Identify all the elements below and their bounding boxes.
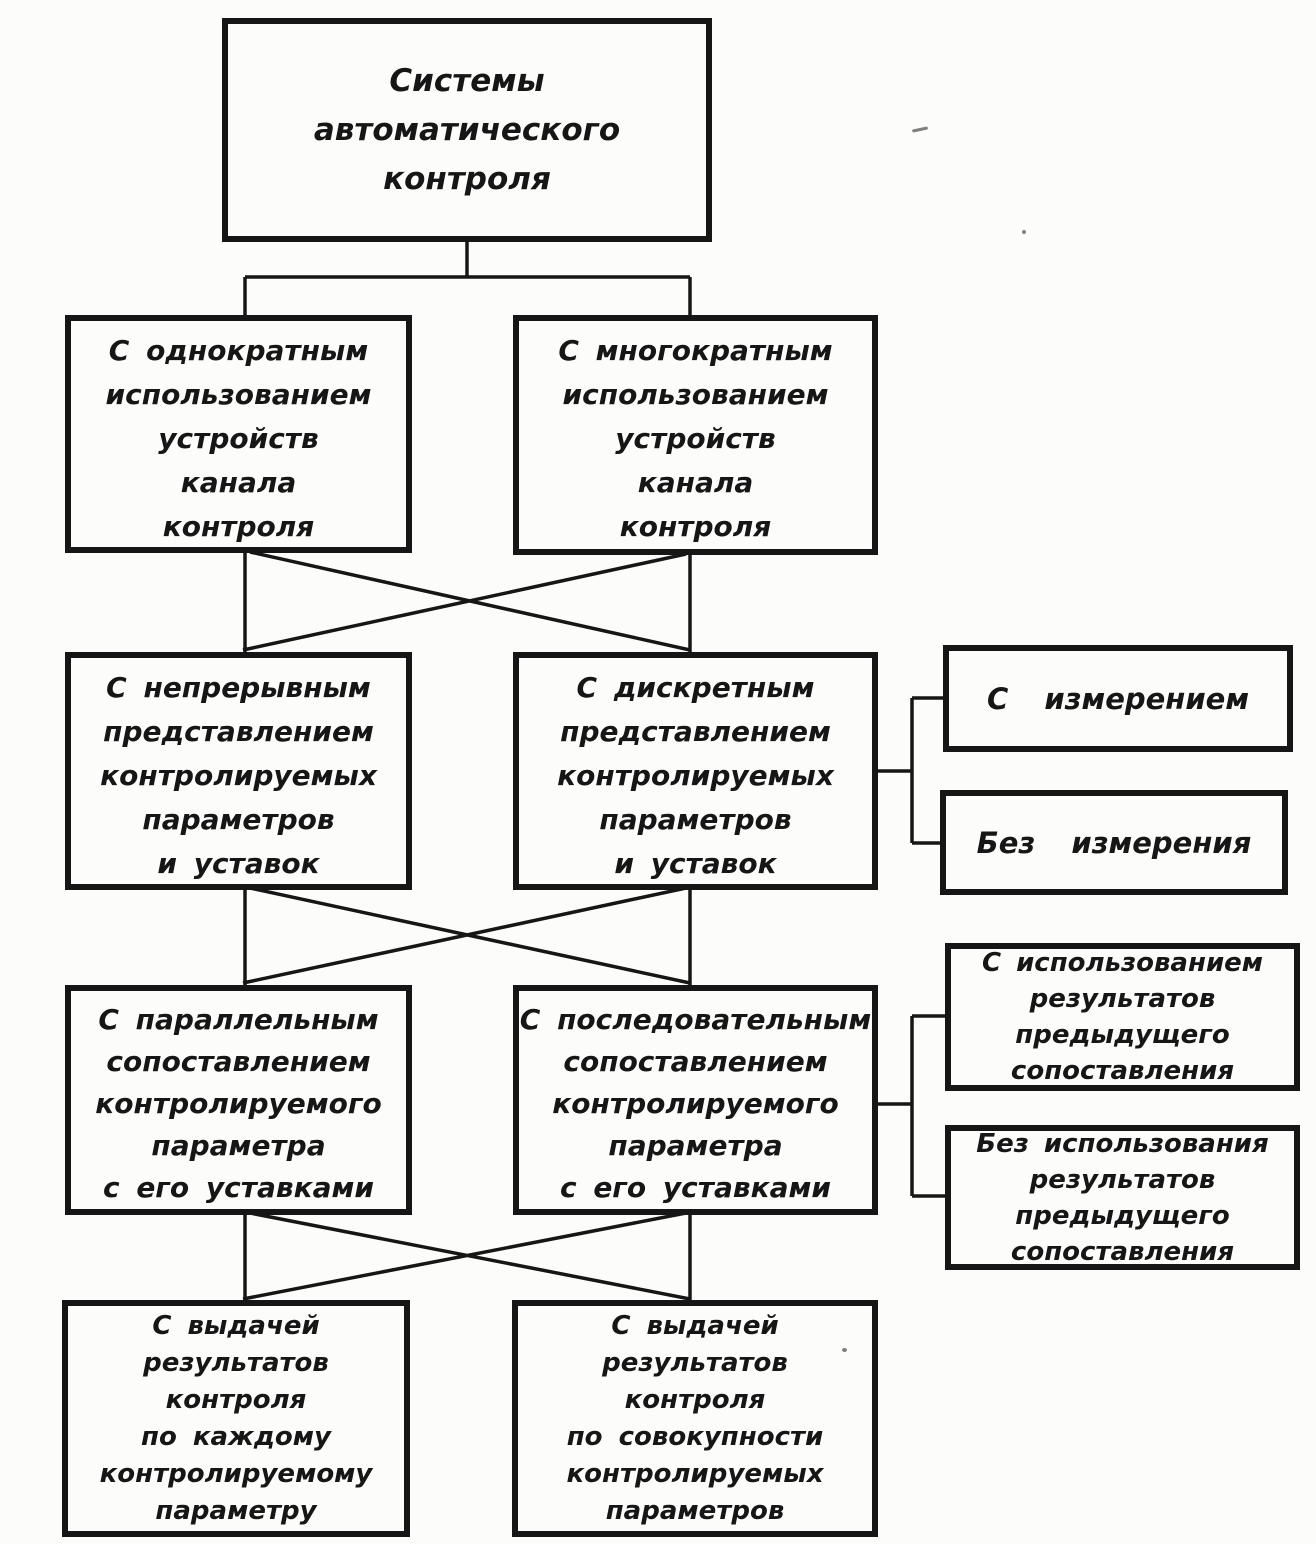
- continuous-presentation-box: [65, 652, 412, 890]
- box-text-line: сопоставлением: [106, 1045, 371, 1078]
- level3-level4-cross-connector: [243, 887, 690, 988]
- box-text-line: контроля: [624, 1384, 766, 1415]
- box-text-line: устройств: [158, 422, 319, 455]
- box-text-line: контроля: [165, 1384, 307, 1415]
- box-text-line: контроля: [619, 510, 772, 543]
- box-text-line: С непрерывным: [106, 671, 371, 704]
- box-text-line: параметру: [155, 1495, 317, 1526]
- box-text-line: использованием: [105, 378, 372, 411]
- measurement-bracket-connector: [876, 698, 945, 843]
- box-text-line: и уставок: [157, 847, 320, 880]
- box-text-line: контролируемых: [566, 1458, 824, 1489]
- box-text-line: и уставок: [614, 847, 777, 880]
- box-text-line: по совокупности: [566, 1421, 824, 1452]
- box-text-line: контроля: [162, 510, 315, 543]
- box-text-line: контролируемых: [557, 759, 834, 792]
- aggregate-output-box: [512, 1300, 878, 1537]
- root-branch-connector: [245, 242, 690, 318]
- box-text-line: сопоставления: [1010, 1236, 1235, 1267]
- scan-speck: [1022, 230, 1026, 234]
- box-text-line: использованием: [562, 378, 829, 411]
- box-text-line: С измерением: [986, 681, 1250, 716]
- box-text-line: по каждому: [140, 1421, 331, 1452]
- box-text-line: сопоставлением: [563, 1045, 828, 1078]
- box-text-line: С дискретным: [576, 671, 815, 704]
- box-text-line: Системы: [389, 62, 545, 99]
- box-text-line: параметра: [608, 1129, 783, 1162]
- box-text-line: С однократным: [108, 334, 369, 367]
- box-text-line: С параллельным: [98, 1003, 379, 1036]
- box-text-line: результатов: [602, 1347, 788, 1378]
- prev-results-bracket-connector: [876, 1016, 947, 1196]
- box-text-line: контролируемых: [100, 759, 377, 792]
- discrete-presentation-box: [513, 652, 878, 890]
- box-text-line: предыдущего: [1015, 1200, 1230, 1231]
- box-text-line: представлением: [103, 715, 374, 748]
- box-text-line: контролируемого: [95, 1087, 382, 1120]
- box-text-line: автоматического: [313, 111, 621, 148]
- box-text-line: С последовательным: [519, 1003, 872, 1036]
- box-text-line: результатов: [1029, 1164, 1216, 1195]
- sequential-comparison-box: [513, 985, 878, 1215]
- box-text-line: устройств: [615, 422, 776, 455]
- level2-level3-cross-connector: [243, 550, 690, 655]
- box-text-line: канала: [180, 466, 297, 499]
- box-text-line: Без использования: [976, 1128, 1269, 1159]
- box-text-line: параметров: [142, 803, 335, 836]
- box-text-line: контролируемому: [99, 1458, 373, 1489]
- without-measurement-box: [940, 790, 1288, 895]
- level4-level5-cross-connector: [243, 1212, 690, 1303]
- box-text-line: С выдачей: [611, 1310, 779, 1341]
- parallel-comparison-box: [65, 985, 412, 1215]
- box-text-line: представлением: [560, 715, 831, 748]
- box-text-line: Без измерения: [976, 825, 1252, 860]
- multi-use-box: [513, 315, 878, 555]
- single-use-box: [65, 315, 412, 553]
- box-text-line: С выдачей: [152, 1310, 320, 1341]
- box-text-line: канала: [637, 466, 754, 499]
- box-text-line: С использованием: [981, 948, 1264, 978]
- with-prev-results-box: [945, 943, 1300, 1091]
- box-text-line: результатов: [143, 1347, 329, 1378]
- box-text-line: параметра: [151, 1129, 326, 1162]
- box-text-line: предыдущего: [1015, 1020, 1230, 1050]
- box-text-line: с его уставками: [102, 1171, 375, 1204]
- root-box: [222, 18, 712, 242]
- box-text-line: контроля: [383, 160, 551, 197]
- scan-speck: [842, 1348, 847, 1352]
- box-text-line: сопоставления: [1010, 1056, 1235, 1086]
- box-text-line: результатов: [1029, 984, 1216, 1014]
- with-measurement-box: [943, 645, 1293, 752]
- box-text-line: контролируемого: [552, 1087, 839, 1120]
- box-text-line: параметров: [605, 1495, 785, 1526]
- box-text-line: параметров: [599, 803, 792, 836]
- box-text-line: с его уставками: [559, 1171, 832, 1204]
- box-text-line: С многократным: [558, 334, 833, 367]
- without-prev-results-box: [945, 1125, 1300, 1270]
- each-parameter-output-box: [62, 1300, 410, 1537]
